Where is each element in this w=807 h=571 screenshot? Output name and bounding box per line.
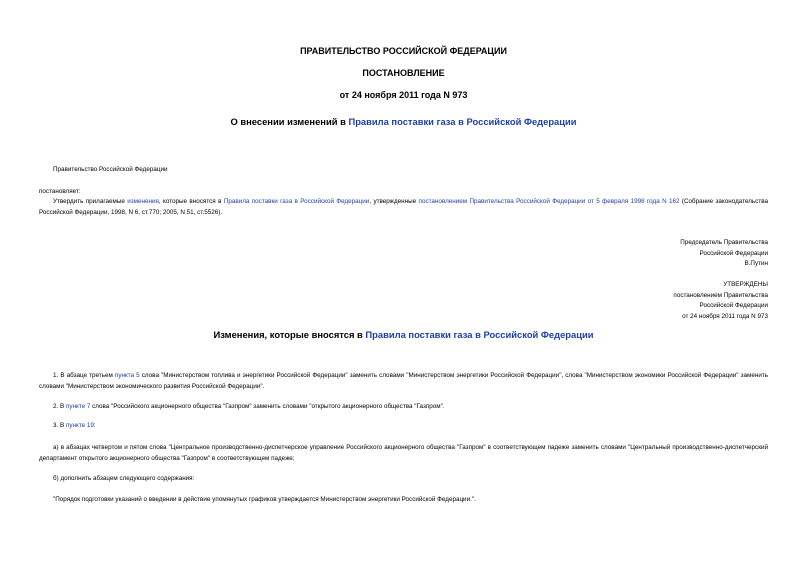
document-date: от 24 ноября 2011 года N 973 — [339, 90, 468, 100]
change-item-2: 2. В пункте 7 слова "Российского акционерного общества "Газпром" заменить словами "открытого акционерного общества "Газпром". — [53, 403, 445, 410]
decides-label: постановляет: — [39, 188, 81, 195]
rules-link[interactable]: Правила поставки газа в Российской Федерации — [223, 198, 370, 205]
approval-date: от 24 ноября 2011 года N 973 — [682, 312, 768, 320]
approval-by: постановлением Правительства — [673, 291, 768, 299]
approval-stamp: УТВЕРЖДЕНЫ — [723, 281, 768, 288]
item-5-link[interactable]: пункта 5 — [114, 372, 140, 379]
item-19-link[interactable]: пункте 19 — [65, 422, 94, 429]
signature-position: Председатель Правительства — [680, 239, 768, 246]
changes-title — [0, 329, 807, 340]
approval-paragraph: Утвердить прилагаемые изменения, которые вносятся в Правила поставки газа в Российской Федерации, утвержденные постановлением Правительства Российской Федерации от 5 февраля 1998 года N 162 (Собрание законодательства Российской Федерации, 1998, N 6, ст.770; 2005, N 51, ст.5526). — [39, 198, 768, 216]
signature-country: Российской Федерации — [699, 249, 768, 257]
rules-link-changes[interactable]: Правила поставки газа в Российской Федерации — [365, 329, 594, 340]
signature-name: В.Путин — [744, 260, 768, 267]
change-item-3b: б) дополнить абзацем следующего содержания: — [53, 475, 195, 482]
resolution-162-link[interactable]: постановлением Правительства Российской Федерации от 5 февраля 1998 года N 162 — [418, 198, 680, 205]
rules-link-title[interactable]: Правила поставки газа в Российской Федерации — [348, 116, 577, 127]
changes-link[interactable]: изменения — [127, 198, 159, 205]
changes-title-prefix: Изменения, которые вносятся в — [213, 329, 366, 340]
approval-block — [673, 280, 768, 322]
document-title — [0, 116, 807, 127]
government-heading: ПРАВИТЕЛЬСТВО РОССИЙСКОЙ ФЕДЕРАЦИИ — [300, 46, 507, 56]
change-item-3a: а) в абзацах четвертом и пятом слова "Центральное производственно-диспетчерское управление Российского акционерного общества "Газпром" в соответствующем падеже заменить словами "Центральный производственно-диспетчерский департамент открытого акционерного общества "Газпром" в соответствующем падеже; — [39, 444, 768, 462]
change-item-1: 1. В абзаце третьем пункта 5 слова "Министерством топлива и энергетики Российской Федерации" заменить словами "Министерством энергетики Российской Федерации", слова "Министерством экономики Российской Федерации" заменить словами "Министерством экономического развития Российской Федерации". — [39, 372, 768, 390]
document-type: ПОСТАНОВЛЕНИЕ — [362, 68, 445, 78]
document-title-prefix: О внесении изменений в — [230, 116, 349, 127]
government-label: Правительство Российской Федерации — [53, 166, 168, 173]
signature-block — [680, 238, 768, 270]
item-7-link[interactable]: пункте 7 — [65, 403, 91, 410]
approval-country: Российской Федерации — [699, 302, 768, 309]
change-item-3: 3. В пункте 19: — [53, 422, 96, 429]
quoted-paragraph: "Порядок подготовки указаний о введении в действие упомянутых графиков утверждается Министерством энергетики Российской Федерации.". — [53, 496, 476, 503]
